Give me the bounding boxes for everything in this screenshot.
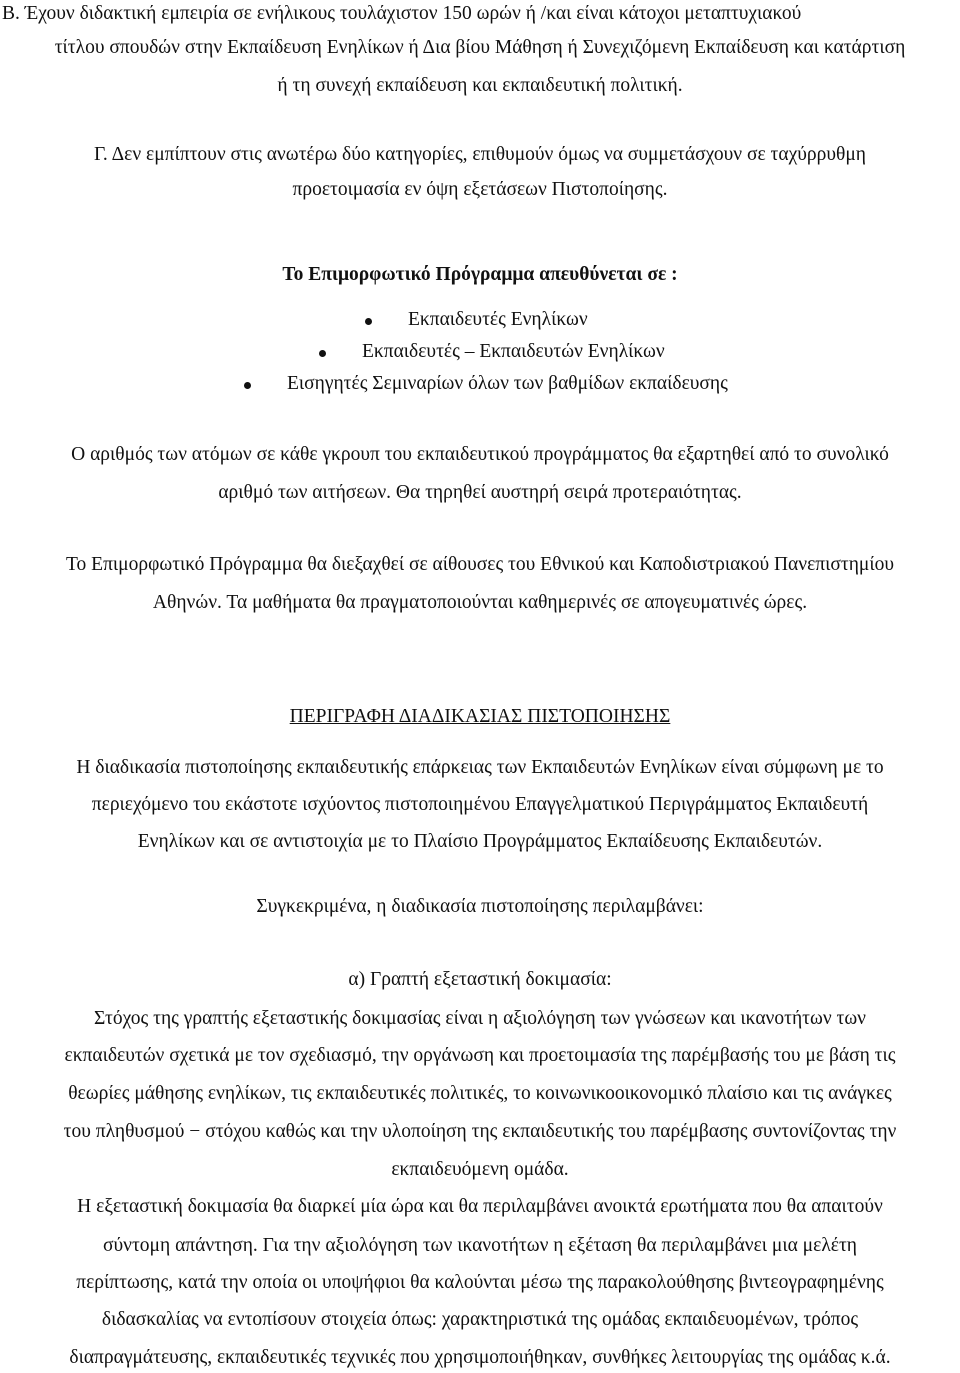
groups-line-2: αριθμό των αιτήσεων. Θα τηρηθεί αυστηρή σειρά προτεραιότητας. [218,482,742,503]
intro-b-line-2: τίτλου σπουδών στην Εκπαίδευση Ενηλίκων ή Δια βίου Μάθηση ή Συνεχιζόμενη Εκπαίδευση και κατάρτιση [54,37,906,58]
certification-line-2: περιεχόμενο του εκάστοτε ισχύοντος πιστοποιημένου Επαγγελματικού Περιγράμματος Εκπαιδευτή [91,794,869,815]
written-exam-duration-line: σύντομη απάντηση. Για την αξιολόγηση των ικανοτήτων η εξέταση θα περιλαμβάνει μια μελέτη [102,1235,858,1256]
bullet-icon [365,318,372,325]
written-exam-goal-line: Στόχος της γραπτής εξεταστικής δοκιμασίας είναι η αξιολόγηση των γνώσεων και ικανοτήτων των [93,1008,866,1029]
bullet-icon [319,350,326,357]
intro-b-line-1: Β. Έχουν διδακτική εμπειρία σε ενήλικους τουλάχιστον 150 ωρών ή /και είναι κάτοχοι μεταπτυχιακού [2,3,802,24]
certification-line-1: Η διαδικασία πιστοποίησης εκπαιδευτικής επάρκειας των Εκπαιδευτών Ενηλίκων είναι σύμφωνη με το [76,757,884,778]
written-exam-goal-line: του πληθυσμού − στόχου καθώς και την υλοποίηση της εκπαιδευτικής του παρέμβασης συντονίζοντας την [63,1121,897,1142]
audience-item-label: Εισηγητές Σεμιναρίων όλων των βαθμίδων εκπαίδευσης [287,373,728,394]
audience-item-label: Εκπαιδευτές Ενηλίκων [408,309,588,330]
intro-g-line-2: προετοιμασία εν όψη εξετάσεων Πιστοποίησης. [292,179,668,200]
written-exam-goal-line: θεωρίες μάθησης ενηλίκων, τις εκπαιδευτικές πολιτικές, το κοινωνικοοικονομικό πλαίσιο και τις ανάγκες [68,1083,892,1104]
audience-heading: Το Επιμορφωτικό Πρόγραμμα απευθύνεται σε : [282,264,678,285]
certification-title: ΠΕΡΙΓΡΑΦΗ ΔΙΑΔΙΚΑΣΙΑΣ ΠΙΣΤΟΠΟΙΗΣΗΣ [289,706,671,727]
intro-b-line-3: ή τη συνεχή εκπαίδευση και εκπαιδευτική πολιτική. [277,75,683,96]
certification-line-3: Ενηλίκων και σε αντιστοιχία με το Πλαίσιο Προγράμματος Εκπαίδευσης Εκπαιδευτών. [137,831,823,852]
written-exam-duration-line: διδασκαλίας να εντοπίσουν στοιχεία όπως: χαρακτηριστικά της ομάδας εκπαιδευομένων, τρόπος [101,1309,859,1330]
written-exam-duration-line: διαπραγμάτευσης, εκπαιδευτικές τεχνικές που χρησιμοποιήθηκαν, συνθήκες λειτουργίας της ομάδας κ.ά. [69,1347,891,1368]
written-exam-duration-line: περίπτωσης, κατά την οποία οι υποψήφιοι θα καλούνται μέσω της παρακολούθησης βιντεογραφημένης [76,1272,884,1293]
written-exam-goal-line: εκπαιδευτών σχετικά με τον σχεδιασμό, την οργάνωση και προετοιμασία της παρέμβασής του με βάση τις [64,1045,896,1066]
written-exam-goal-line: εκπαιδευόμενη ομάδα. [391,1159,569,1180]
venue-line-1: Το Επιμορφωτικό Πρόγραμμα θα διεξαχθεί σε αίθουσες του Εθνικού και Καποδιστριακού Πανεπιστημίου [65,554,895,575]
written-exam-heading: α) Γραπτή εξεταστική δοκιμασία: [348,969,612,990]
venue-line-2: Αθηνών. Τα μαθήματα θα πραγματοποιούνται καθημερινές σε απογευματινές ώρες. [152,592,808,613]
written-exam-duration-line: Η εξεταστική δοκιμασία θα διαρκεί μία ώρα και θα περιλαμβάνει ανοικτά ερωτήματα που θα απαιτούν [77,1196,883,1217]
audience-list-item [408,309,588,331]
groups-line-1: Ο αριθμός των ατόμων σε κάθε γκρουπ του εκπαιδευτικού προγράμματος θα εξαρτηθεί από το συνολικό [71,444,889,465]
audience-list-item [287,373,728,395]
intro-g-line-1: Γ. Δεν εμπίπτουν στις ανωτέρω δύο κατηγορίες, επιθυμούν όμως να συμμετάσχουν σε ταχύρρυθμη [93,144,866,165]
audience-item-label: Εκπαιδευτές – Εκπαιδευτών Ενηλίκων [362,341,665,362]
bullet-icon [244,382,251,389]
certification-includes: Συγκεκριμένα, η διαδικασία πιστοποίησης περιλαμβάνει: [256,896,704,917]
audience-list-item [362,341,665,363]
